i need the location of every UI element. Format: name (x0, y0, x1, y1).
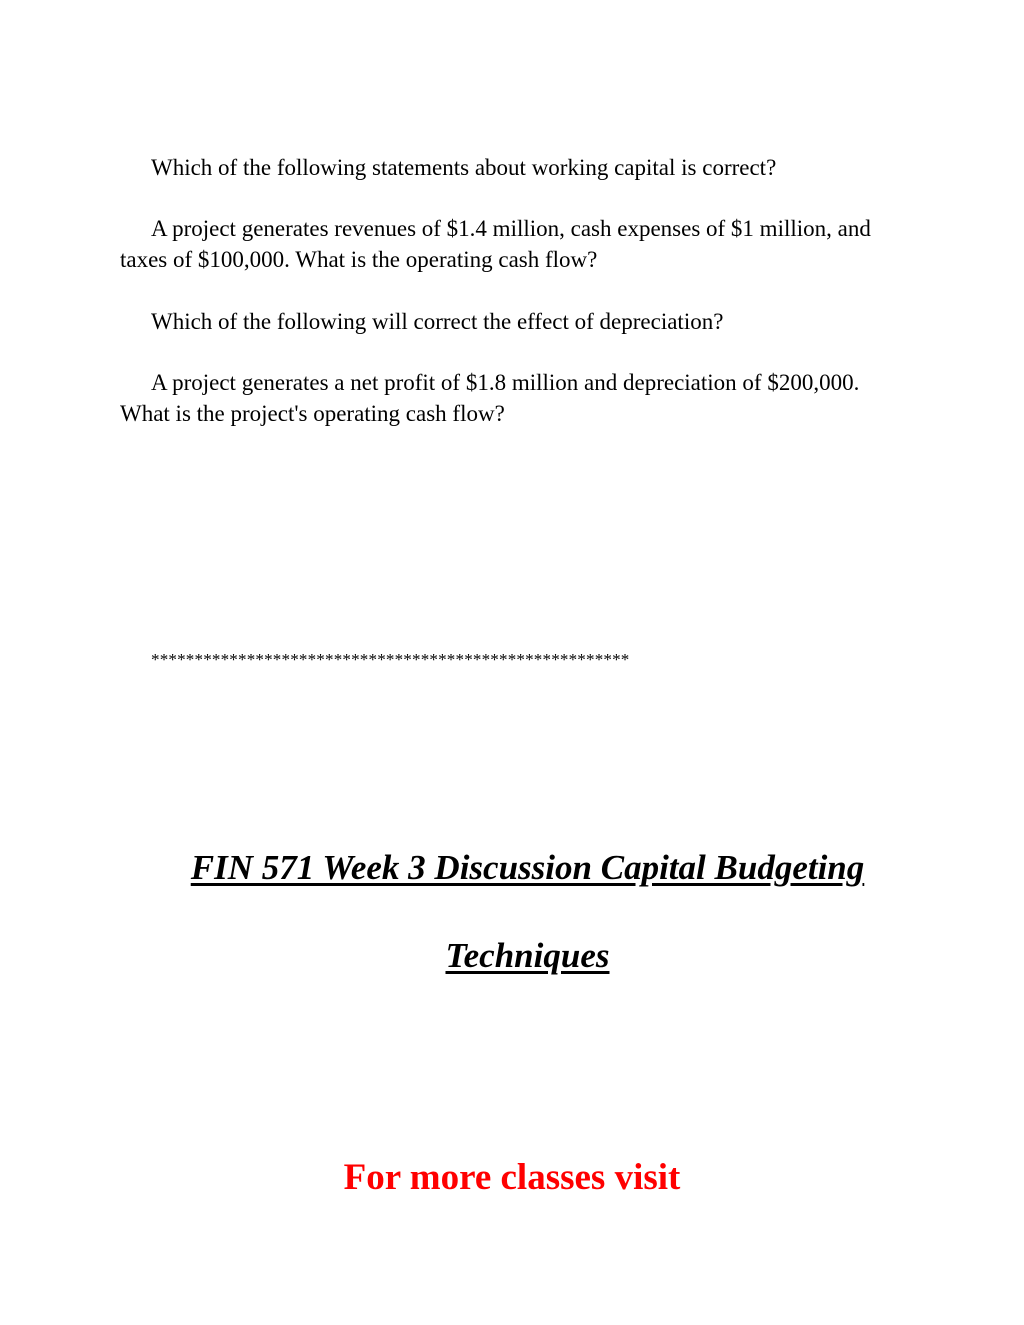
question-operating-cash-flow-revenues: A project generates revenues of $1.4 million, cash expenses of $1 million, and taxes of $100,000. What is the operating cash flow? (120, 216, 871, 272)
asterisk-separator: ******************************************************* (151, 650, 630, 669)
question-working-capital: Which of the following statements about working capital is correct? (151, 155, 777, 180)
section-title-line-2: Techniques (445, 936, 610, 975)
promo-text: For more classes visit (343, 1157, 681, 1198)
section-title-line-1: FIN 571 Week 3 Discussion Capital Budgeting (190, 848, 865, 887)
question-depreciation-effect: Which of the following will correct the effect of depreciation? (151, 309, 724, 334)
question-operating-cash-flow-net-profit: A project generates a net profit of $1.8 million and depreciation of $200,000. What is the project's operating cash flow? (120, 370, 860, 426)
